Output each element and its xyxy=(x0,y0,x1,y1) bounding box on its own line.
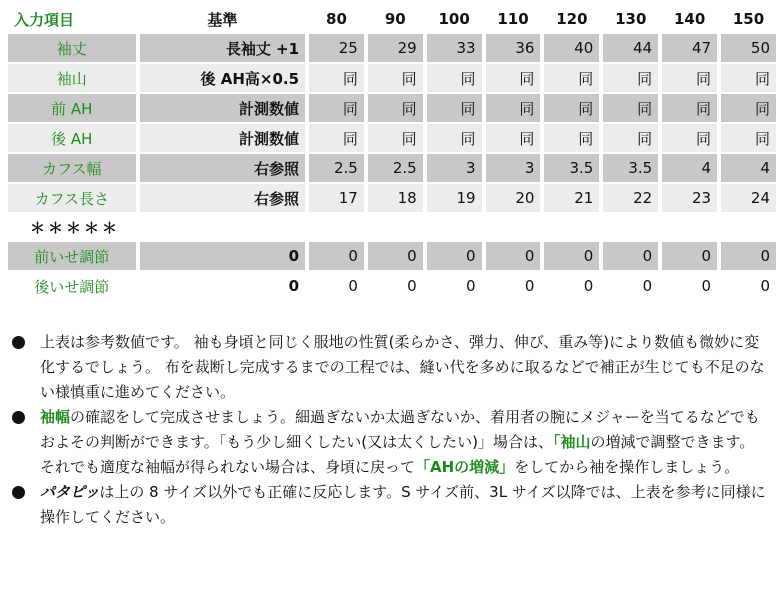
row-value: 0 xyxy=(603,272,658,300)
row-value: 同 xyxy=(721,124,776,152)
row-value: 同 xyxy=(368,64,423,92)
row-value: 同 xyxy=(427,124,482,152)
row-value: 0 xyxy=(427,272,482,300)
row-value: 20 xyxy=(486,184,541,212)
row-value: 0 xyxy=(486,242,541,270)
row-value: 18 xyxy=(368,184,423,212)
row-item-label: 前いせ調節 xyxy=(8,242,136,270)
row-item-label: 前 AH xyxy=(8,94,136,122)
header-size: 130 xyxy=(615,10,647,28)
table-row xyxy=(8,64,776,92)
row-value: 44 xyxy=(603,34,658,62)
row-value: 0 xyxy=(309,272,364,300)
row-item-label: 袖丈 xyxy=(8,34,136,62)
header-size: 90 xyxy=(384,10,406,28)
row-value: 29 xyxy=(368,34,423,62)
row-value: 23 xyxy=(662,184,717,212)
row-value: 19 xyxy=(427,184,482,212)
row-value: 同 xyxy=(544,94,599,122)
row-item-label: 後 AH xyxy=(8,124,136,152)
note-2 xyxy=(12,405,772,480)
row-value: 0 xyxy=(662,272,717,300)
row-value: 0 xyxy=(427,242,482,270)
row-item-label: 後いせ調節 xyxy=(8,272,136,300)
row-value: 22 xyxy=(603,184,658,212)
table-row xyxy=(8,272,776,300)
note-text: の確認をして完成させましょう。細過ぎないか太過ぎないか、着用者の腕にメジャーを当てるなどでもおよその判断ができます。「もう少し細くしたい(又は太くしたい)」場合は、 xyxy=(40,408,760,451)
row-value: 3.5 xyxy=(603,154,658,182)
size-table xyxy=(4,4,780,302)
row-value: 同 xyxy=(486,124,541,152)
note-highlight: 袖幅 xyxy=(40,408,71,426)
row-value: 同 xyxy=(486,64,541,92)
row-item-label: 袖山 xyxy=(8,64,136,92)
row-value: 同 xyxy=(309,64,364,92)
row-basis: 右参照 xyxy=(140,154,305,182)
row-basis: 長袖丈 +1 xyxy=(140,34,305,62)
row-value: 21 xyxy=(544,184,599,212)
row-basis: 後 AH高×0.5 xyxy=(140,64,305,92)
table-row xyxy=(8,242,776,270)
row-value: 0 xyxy=(721,272,776,300)
table-header-row xyxy=(8,6,776,32)
row-item-label: カフス長さ xyxy=(8,184,136,212)
row-value: 同 xyxy=(486,94,541,122)
row-value: 40 xyxy=(544,34,599,62)
table-row xyxy=(8,184,776,212)
row-basis: 計測数値 xyxy=(140,124,305,152)
row-value: 2.5 xyxy=(309,154,364,182)
row-value: 0 xyxy=(603,242,658,270)
header-size: 110 xyxy=(497,10,529,28)
row-value: 同 xyxy=(721,94,776,122)
row-value: 同 xyxy=(544,124,599,152)
row-value: 17 xyxy=(309,184,364,212)
bullet-icon xyxy=(12,336,25,349)
row-value: 同 xyxy=(662,124,717,152)
note-text: の増減で調整できます。 それでも適度な袖幅が得られない場合は、身頃に戻って xyxy=(40,433,755,476)
note-1 xyxy=(12,330,772,405)
row-value: 3 xyxy=(486,154,541,182)
row-value: 同 xyxy=(544,64,599,92)
row-value: 24 xyxy=(721,184,776,212)
row-value: 25 xyxy=(309,34,364,62)
row-value: 0 xyxy=(544,242,599,270)
header-item: 入力項目 xyxy=(14,10,75,29)
row-value: 同 xyxy=(309,94,364,122)
row-value: 33 xyxy=(427,34,482,62)
table-row xyxy=(8,94,776,122)
row-value: 同 xyxy=(662,64,717,92)
notes-section xyxy=(12,330,772,530)
header-size: 150 xyxy=(732,10,765,28)
row-value: 0 xyxy=(721,242,776,270)
note-text: 上表は参考数値です。 袖も身頃と同じく服地の性質(柔らかさ、弾力、伸び、重み等)により数値も微妙に変化するでしょう。 布を裁断し完成するまでの工程では、縫い代を多めに取るなどで補正が生じても不足のない様慎重に進めてください。 xyxy=(40,333,765,401)
separator-row xyxy=(8,214,776,240)
bullet-icon xyxy=(12,411,25,424)
row-value: 4 xyxy=(721,154,776,182)
row-value: 2.5 xyxy=(368,154,423,182)
row-value: 同 xyxy=(309,124,364,152)
header-size: 80 xyxy=(326,10,347,28)
row-value: 同 xyxy=(368,124,423,152)
row-value: 50 xyxy=(721,34,776,62)
row-value: 同 xyxy=(662,94,717,122)
row-basis: 右参照 xyxy=(140,184,305,212)
row-basis: 0 xyxy=(140,242,305,270)
row-value: 同 xyxy=(603,94,658,122)
note-highlight: 「袖山 xyxy=(553,433,591,451)
header-size: 120 xyxy=(556,10,588,28)
row-value: 0 xyxy=(544,272,599,300)
row-value: 0 xyxy=(486,272,541,300)
note-text: は上の 8 サイズ以外でも正確に反応します。S サイズ前、3L サイズ以降では、上表を参考に同様に操作してください。 xyxy=(40,483,766,526)
row-value: 0 xyxy=(662,242,717,270)
row-value: 同 xyxy=(427,64,482,92)
row-value: 同 xyxy=(603,64,658,92)
row-value: 47 xyxy=(662,34,717,62)
header-size: 100 xyxy=(438,10,470,28)
brand-name: パタピッ xyxy=(40,483,100,501)
row-value: 3.5 xyxy=(544,154,599,182)
row-basis: 0 xyxy=(140,272,305,300)
row-value: 0 xyxy=(309,242,364,270)
row-value: 0 xyxy=(368,242,423,270)
row-value: 同 xyxy=(603,124,658,152)
note-3 xyxy=(12,480,772,530)
row-value: 4 xyxy=(662,154,717,182)
row-value: 同 xyxy=(427,94,482,122)
row-basis: 計測数値 xyxy=(140,94,305,122)
row-value: 36 xyxy=(486,34,541,62)
header-size: 140 xyxy=(673,10,706,28)
row-value: 0 xyxy=(368,272,423,300)
separator-stars: ＊＊＊＊＊ xyxy=(8,214,776,240)
row-item-label: カフス幅 xyxy=(8,154,136,182)
bullet-icon xyxy=(12,486,25,499)
header-basis: 基準 xyxy=(207,10,238,29)
note-text: をしてから袖を操作しましょう。 xyxy=(514,458,740,476)
note-highlight: 「AHの増減」 xyxy=(415,458,515,476)
row-value: 同 xyxy=(368,94,423,122)
table-row xyxy=(8,124,776,152)
table-row xyxy=(8,34,776,62)
table-row xyxy=(8,154,776,182)
row-value: 3 xyxy=(427,154,482,182)
row-value: 同 xyxy=(721,64,776,92)
